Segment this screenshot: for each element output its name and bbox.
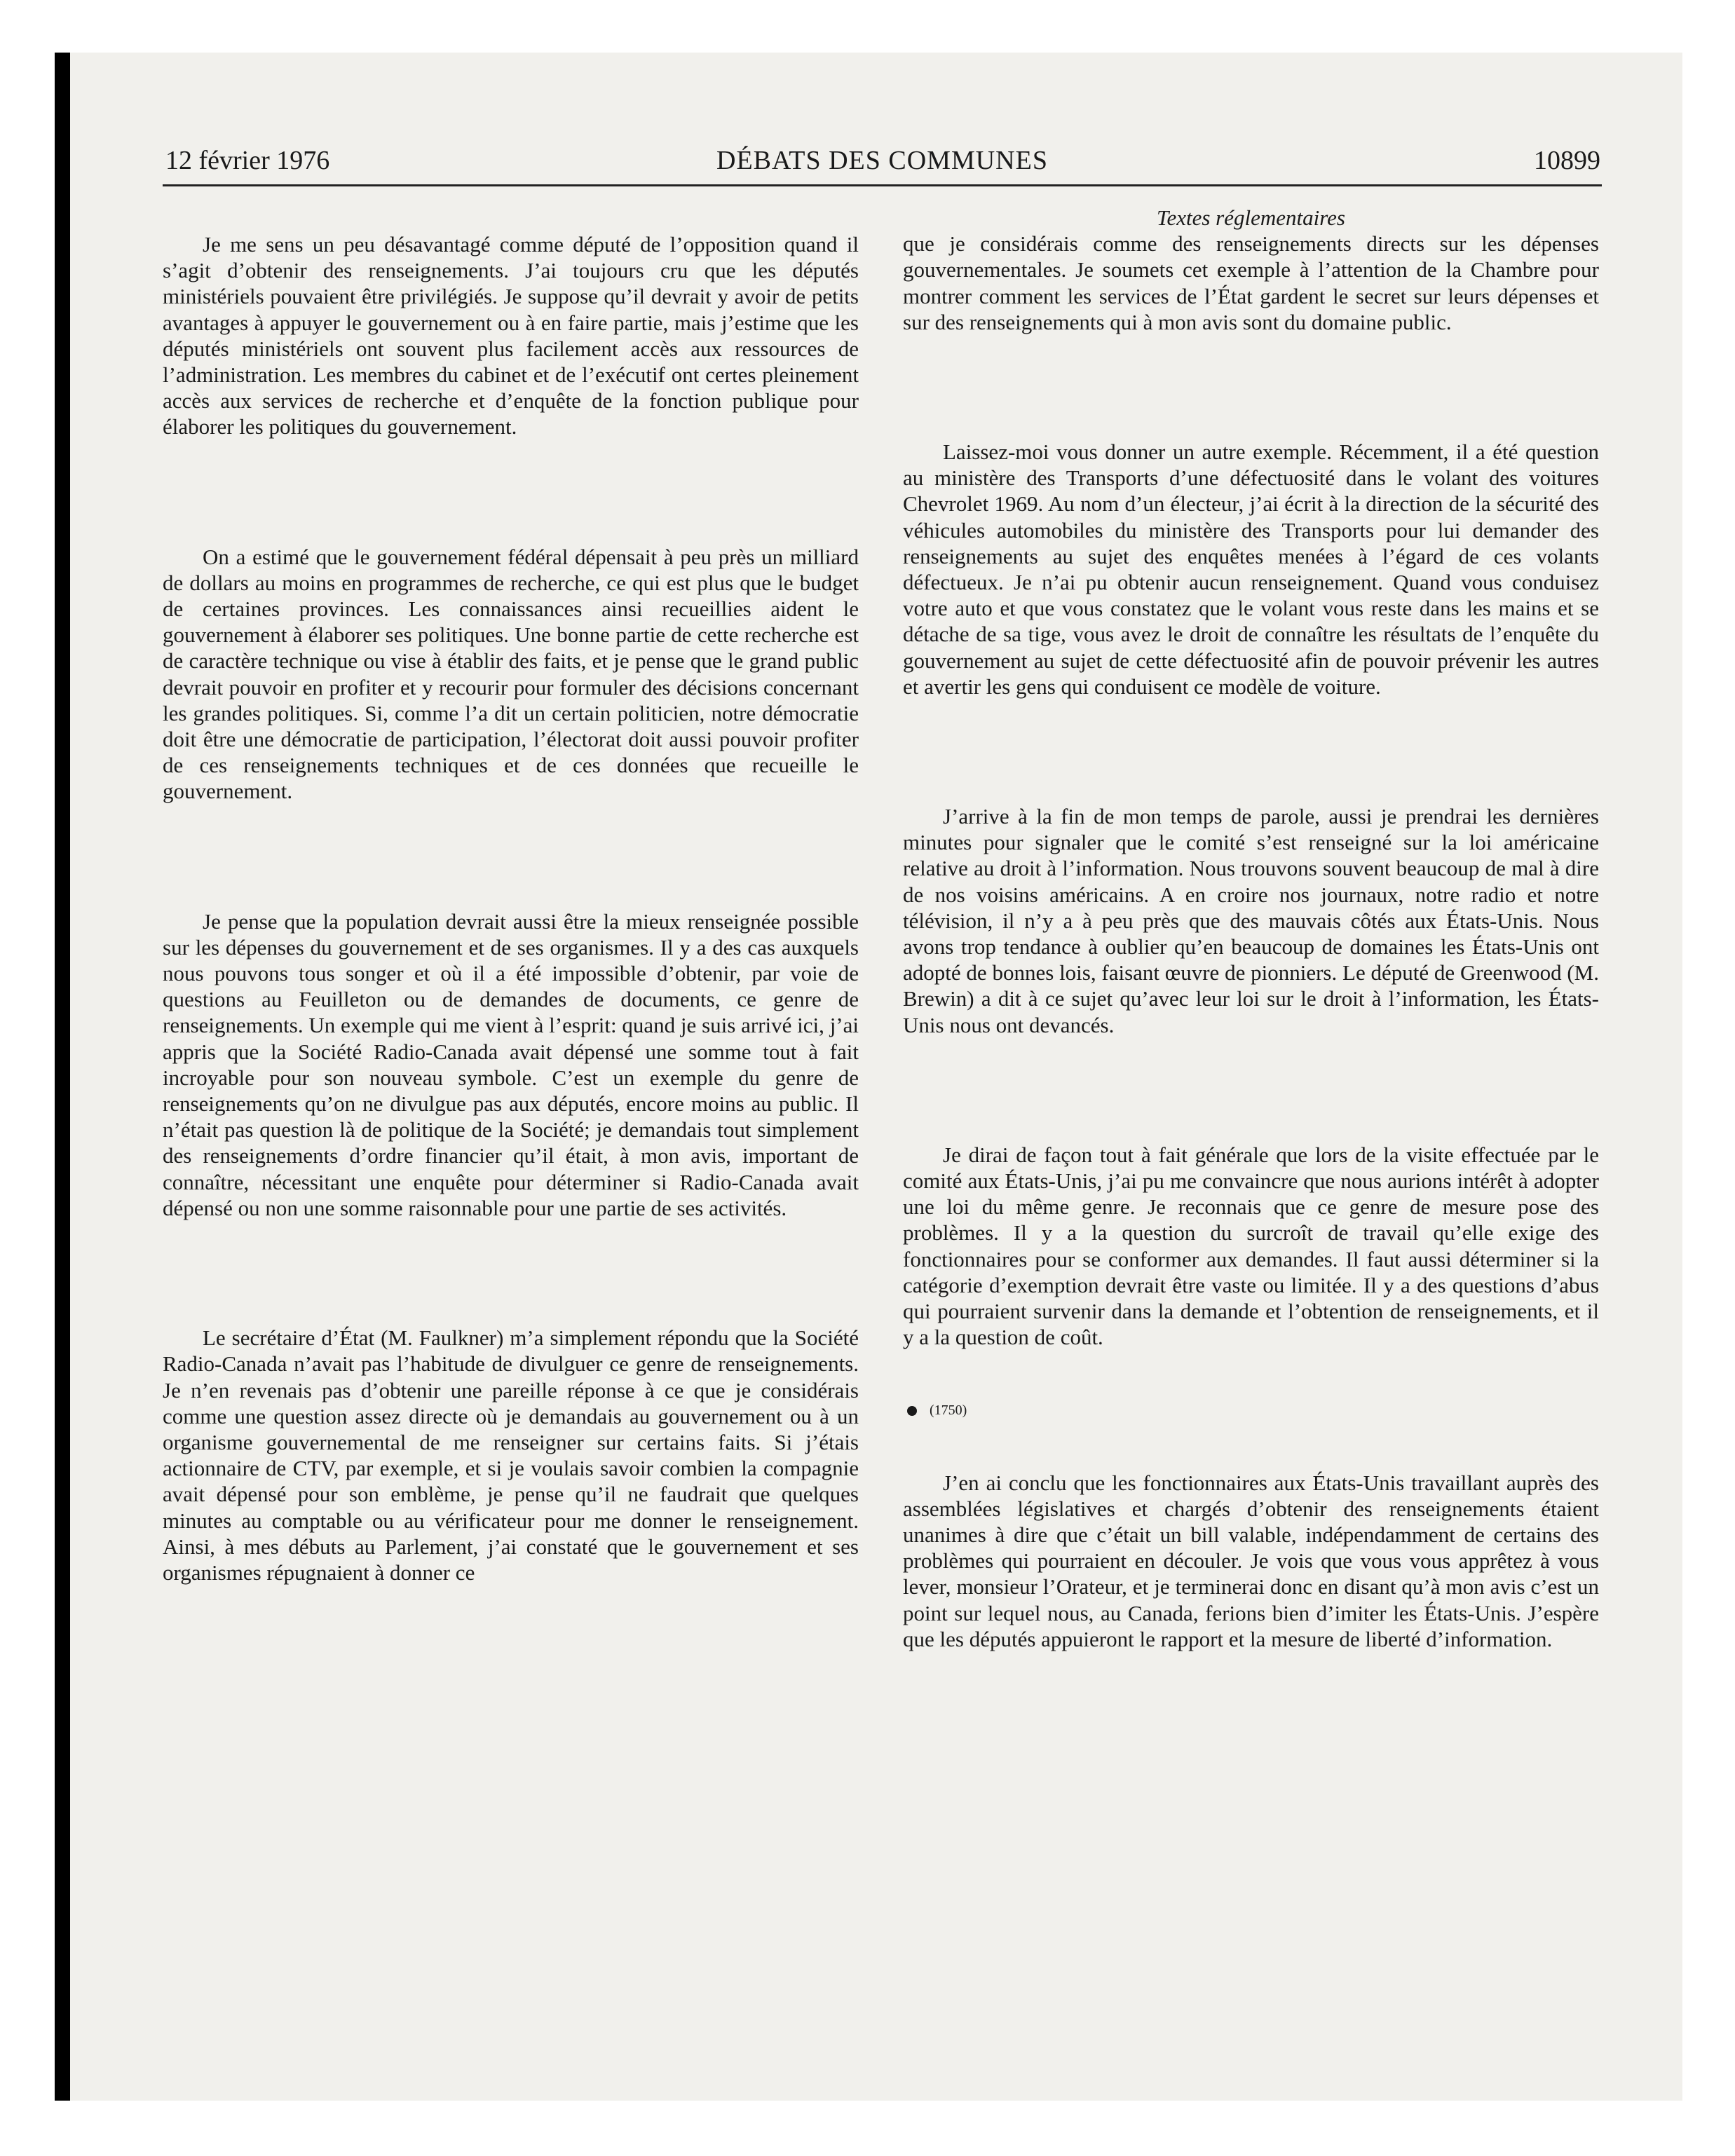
paragraph: Le secrétaire d’État (M. Faulkner) m’a simplement répondu que la Société Radio-Canada n’avait pas l’habitude de divulguer ce genre de renseignements. Je n’en revenais pas d’obtenir une pareille réponse à ce que je considérais comme une question assez directe où je demandais au gouvernement ou à un organisme gouvernemental de me renseigner sur certains faits. Si j’étais actionnaire de CTV, par exemple, et si je voulais savoir combien la compagnie avait dépensé pour son emblème, je pense qu’il ne faudrait que quelques minutes au comptable ou au vérificateur pour me donner le renseignement. Ainsi, à mes débuts au Parlement, j’ai constaté que le gouvernement et ses organismes répugnaient à donner ce [163, 1325, 859, 1585]
paragraph: Je pense que la population devrait aussi être la mieux renseignée possible sur les dépenses du gouvernement et de ses organismes. Il y a des cas auxquels nous pouvons tous songer et où il a été impossible d’obtenir, par voie de questions au Feuilleton ou de demandes de documents, ce genre de renseignements. Un exemple qui me vient à l’esprit: quand je suis arrivé ici, j’ai appris que la Société Radio-Canada avait dépensé une somme tout à fait incroyable pour son nouveau symbole. C’est un exemple du genre de renseignements qu’on ne divulgue pas aux députés, encore moins au public. Il n’était pas question là de politique de la Société; je demandais tout simplement des renseignements d’ordre financier qu’il était, à mon avis, important de connaître, nécessitant une enquête pour déterminer si Radio-Canada avait dépensé ou non une somme raisonnable pour une partie de ses activités. [163, 908, 859, 1220]
left-column [163, 205, 859, 1585]
paragraph: J’arrive à la fin de mon temps de parole, aussi je prendrai les dernières minutes pour signaler que le comité s’est renseigné sur la loi américaine relative au droit à l’information. Nous trouvons souvent beaucoup de mal à dire de nos voisins américains. A en croire nos journaux, notre radio et notre télévision, il n’y a à peu près que des mauvais côtés aux États-Unis. Nous avons trop tendance à oublier qu’en beaucoup de domaines les États-Unis ont adopté de bonnes lois, faisant œuvre de pionniers. Le député de Greenwood (M. Brewin) a dit à ce sujet qu’avec leur loi sur le droit à l’information, les États-Unis nous ont devancés. [903, 804, 1599, 1037]
header-title: DÉBATS DES COMMUNES [716, 146, 1048, 175]
page-header [163, 142, 1602, 186]
running-title: Textes réglementaires [1157, 205, 1345, 230]
paragraph: Laissez-moi vous donner un autre exemple. Récemment, il a été question au ministère des Transports d’une défectuosité dans le volant des voitures Chevrolet 1969. Au nom d’un électeur, j’ai écrit à la direction de la sécurité des véhicules automobiles du ministère des Transports pour lui demander des renseignements au sujet des enquêtes menées à l’égard de ces volants défectueux. Je n’ai pu obtenir aucun renseignement. Quand vous conduisez votre auto et que vous constatez que le volant vous reste dans les mains et se détache de sa tige, vous avez le droit de connaître les résultats de l’enquête du gouvernement au sujet de cette défectuosité afin de pouvoir prévenir les autres et avertir les gens qui conduisent ce modèle de voiture. [903, 439, 1599, 699]
right-column [903, 205, 1599, 1652]
paragraph: que je considérais comme des renseignements directs sur les dépenses gouvernementales. Je soumets cet exemple à l’attention de la Chambre pour montrer comment les services de l’État gardent le secret sur leurs dépenses et sur des renseignements qui à mon avis sont du domaine public. [903, 231, 1599, 334]
header-page-number: 10899 [1534, 146, 1600, 175]
paragraph: On a estimé que le gouvernement fédéral dépensait à peu près un milliard de dollars au moins en programmes de recherche, ce qui est plus que le budget de certaines provinces. Les connaissances ainsi recueillies aident le gouvernement à élaborer ses politiques. Une bonne partie de cette recherche est de caractère technique ou vise à établir des faits, et je pense que le grand public devrait pouvoir en profiter et y recourir pour formuler des décisions concernant les grandes politiques. Si, comme l’a dit un certain politicien, notre démocratie doit être une démocratie de participation, l’électorat doit aussi pouvoir profiter de ces renseignements techniques et de ces données que recueille le gouvernement. [163, 544, 859, 804]
binding-edge [55, 53, 70, 2101]
time-marker [903, 1400, 1599, 1421]
header-date: 12 février 1976 [165, 146, 330, 175]
time-marker-text: (1750) [930, 1402, 967, 1418]
paragraph: J’en ai conclu que les fonctionnaires aux États-Unis travaillant auprès des assemblées législatives et chargés d’obtenir des renseignements étaient unanimes à dire que c’était un bill valable, indépendamment de certains des problèmes qui pourraient en découler. Je vois que vous vous apprêtez à vous lever, monsieur l’Orateur, et je terminerai donc en disant qu’à mon avis c’est un point sur lequel nous, au Canada, ferions bien d’imiter les États-Unis. J’espère que les députés appuieront le rapport et la mesure de liberté d’information. [903, 1470, 1599, 1651]
bullet-icon [907, 1406, 917, 1416]
paragraph: Je me sens un peu désavantagé comme député de l’opposition quand il s’agit d’obtenir des renseignements. J’ai toujours cru que les députés ministériels pouvaient être privilégiés. Je suppose qu’il devrait y avoir de petits avantages à appuyer le gouvernement ou à en faire partie, mais j’estime que les députés ministériels ont souvent plus facilement accès aux ressources de l’administration. Les membres du cabinet et de l’exécutif ont certes pleinement accès aux services de recherche et d’enquête de la fonction publique pour élaborer les politiques du gouvernement. [163, 232, 859, 439]
paragraph: Je dirai de façon tout à fait générale que lors de la visite effectuée par le comité aux États-Unis, j’ai pu me convaincre que nous aurions intérêt à adopter une loi du même genre. Je reconnais que ce genre de mesure pose des problèmes. Il y a la question du surcroît de travail qu’elle exige des fonctionnaires pour se conformer aux demandes. Il faut aussi déterminer si la catégorie d’exemption devrait être vaste ou limitée. Il y a des questions d’abus qui pourraient survenir dans la demande et l’obtention de renseignements, et il y a la question de coût. [903, 1142, 1599, 1350]
